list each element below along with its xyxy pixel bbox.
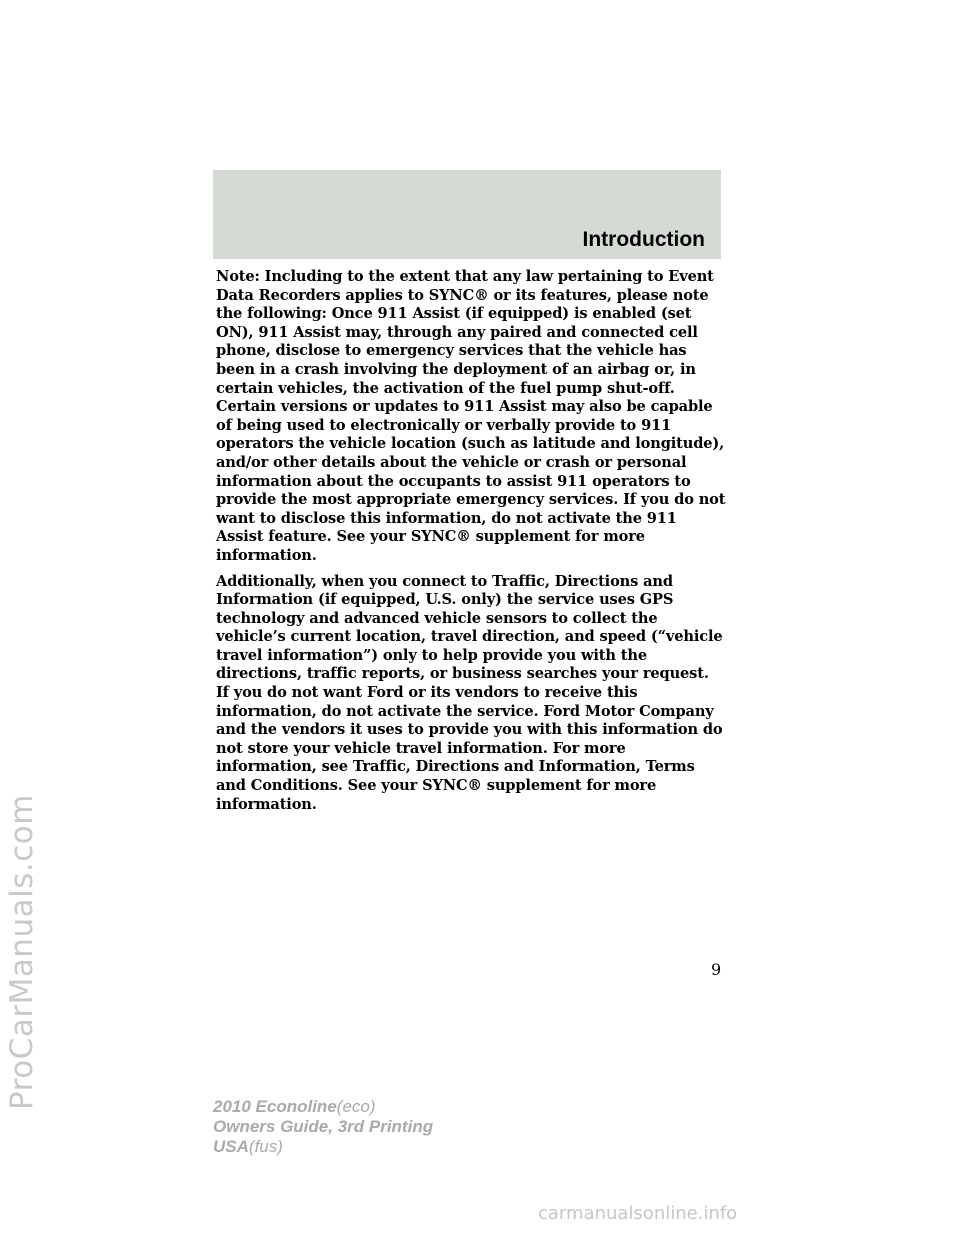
section-title: Introduction [582, 228, 705, 251]
page-number: 9 [711, 960, 722, 979]
footer-model-line [213, 1097, 433, 1117]
body-text [216, 268, 726, 821]
footer-market: USA [213, 1137, 249, 1156]
footer-market-line [213, 1137, 433, 1157]
footer-model: 2010 Econoline [213, 1097, 337, 1116]
document-footer [213, 1097, 433, 1157]
footer-guide: Owners Guide, 3rd Printing [213, 1117, 434, 1136]
section-header-band [213, 170, 721, 259]
side-watermark: ProCarManuals.com [4, 794, 40, 1110]
footer-model-code: (eco) [336, 1097, 376, 1116]
paragraph-traffic-directions: Additionally, when you connect to Traffic, Directions and Information (if equipped, U.S. only) the service uses GPS technology and advanced vehicle sensors to collect the vehicle’s current location, travel direction, and speed (“vehicle travel information”) only to help provide you with the directions, traffic reports, or business searches your request. If you do not want Ford or its vendors to receive this information, do not activate the service. Ford Motor Company and the vendors it uses to provide you with this information do not store your vehicle travel information. For more information, see Traffic, Directions and Information, Terms and Conditions. See your SYNC® supplement for more information. [216, 572, 723, 813]
footer-market-code: (fus) [248, 1137, 283, 1156]
bottom-watermark: carmanualsonline.info [538, 1203, 738, 1224]
paragraph-event-data-recorders: Note: Including to the extent that any law pertaining to Event Data Recorders applies to SYNC® or its features, please note the following: Once 911 Assist (if equipped) is enabled (set ON), 911 Assist may, through any paired and connected cell phone, disclose to emergency services that the vehicle has been in a crash involving the deployment of an airbag or, in certain vehicles, the activation of the fuel pump shut-off. Certain versions or updates to 911 Assist may also be capable of being used to electronically or verbally provide to 911 operators the vehicle location (such as latitude and longitude), and/or other details about the vehicle or crash or personal information about the occupants to assist 911 operators to provide the most appropriate emergency services. If you do not want to disclose this information, do not activate the 911 Assist feature. See your SYNC® supplement for more information. [216, 268, 726, 564]
